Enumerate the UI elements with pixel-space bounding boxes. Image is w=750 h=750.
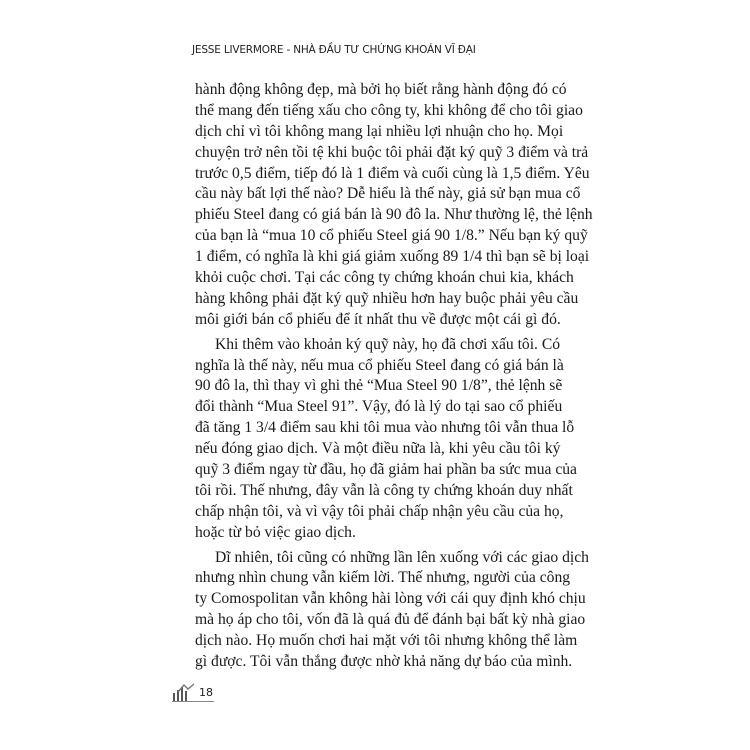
text-line: dịch nào. Họ muốn chơi hai mặt với tôi nhưng không thể làm: [195, 632, 578, 650]
text-line: hàng không phải đặt ký quỹ nhiều hơn hay buộc phải yêu cầu: [195, 289, 579, 307]
text-line: đổi thành “Mua Steel 91”. Vậy, đó là lý do tại sao cổ phiếu: [195, 398, 563, 416]
text-line: Khi thêm vào khoản ký quỹ này, họ đã chơi xấu tôi. Có: [215, 335, 561, 353]
text-line: dịch chỉ vì tôi không mang lại nhiều lợi nhuận cho họ. Mọi: [195, 122, 564, 140]
text-line: trước 0,5 điểm, tiếp đó là 1 điểm và cuối cùng là 1,5 điểm. Yêu: [195, 164, 590, 182]
text-line: nhưng nhìn chung vẫn kiếm lời. Thế nhưng, người của công: [195, 569, 571, 587]
paragraph: [195, 80, 593, 331]
text-line: chấp nhận tôi, và vì vậy tôi phải chấp nhận yêu cầu của họ,: [195, 502, 564, 520]
paragraph: [195, 335, 577, 544]
body-text: [195, 80, 593, 673]
paragraph: [195, 548, 589, 673]
text-line: hành động không đẹp, mà bởi họ biết rằng hành động đó có: [195, 81, 567, 98]
text-line: tôi rồi. Thế nhưng, đây vẫn là công ty chứng khoán duy nhất: [195, 481, 573, 499]
text-line: mà họ áp cho tôi, vốn đã là quá đủ để đánh bại bất kỳ nhà giao: [195, 611, 586, 629]
text-line: đã tăng 1 3/4 điểm sau khi tôi mua vào nhưng tôi vẫn thua lỗ: [195, 419, 575, 437]
page-number: 18: [199, 686, 213, 699]
text-line: khỏi cuộc chơi. Tại các công ty chứng khoán chui kia, khách: [195, 269, 574, 287]
text-line: nghĩa là thế này, nếu mua cổ phiếu Steel đang có giá bán là: [195, 356, 564, 374]
text-line: 90 đô la, thì thay vì ghi thẻ “Mua Steel 90 1/8”, thẻ lệnh sẽ: [195, 377, 563, 395]
text-line: Dĩ nhiên, tôi cũng có những lần lên xuống với các giao dịch: [215, 548, 589, 566]
text-line: phiếu Steel đang có giá bán là 90 đô la. Như thường lệ, thẻ lệnh: [195, 206, 593, 224]
text-line: cầu này bất lợi thế nào? Dễ hiểu là thế này, giả sử bạn mua cổ: [195, 185, 581, 203]
text-line: của bạn là “mua 10 cổ phiếu Steel giá 90 1/8.” Nếu bạn ký quỹ: [195, 227, 588, 245]
page-footer: [172, 683, 214, 702]
text-line: hoặc từ bỏ việc giao dịch.: [195, 523, 356, 541]
text-line: thể mang đến tiếng xấu cho công ty, khi không để cho tôi giao: [195, 101, 583, 119]
text-line: ty Comospolitan vẫn không hài lòng với cái quy định khó chịu: [195, 590, 586, 608]
text-line: môi giới bán cổ phiếu để ít nhất thu về được một cái gì đó.: [195, 310, 561, 328]
text-line: gì được. Tôi vẫn thắng được nhờ khả năng dự báo của mình.: [195, 653, 573, 671]
text-line: 1 điểm, có nghĩa là khi giá giảm xuống 89 1/4 thì bạn sẽ bị loại: [195, 248, 590, 266]
text-line: quỹ 3 điểm ngay từ đầu, họ đã giảm hai phần ba sức mua của: [195, 461, 577, 479]
running-header: JESSE LIVERMORE - NHÀ ĐẦU TƯ CHỨNG KHOÁN VĨ ĐẠI: [192, 44, 476, 56]
text-line: chuyện trở nên tồi tệ khi buộc tôi phải đặt ký quỹ 3 điểm và trả: [195, 143, 589, 161]
chart-logo-icon: [172, 683, 196, 701]
text-line: nếu đóng giao dịch. Và một điều nữa là, khi yêu cầu tôi ký: [195, 440, 561, 458]
